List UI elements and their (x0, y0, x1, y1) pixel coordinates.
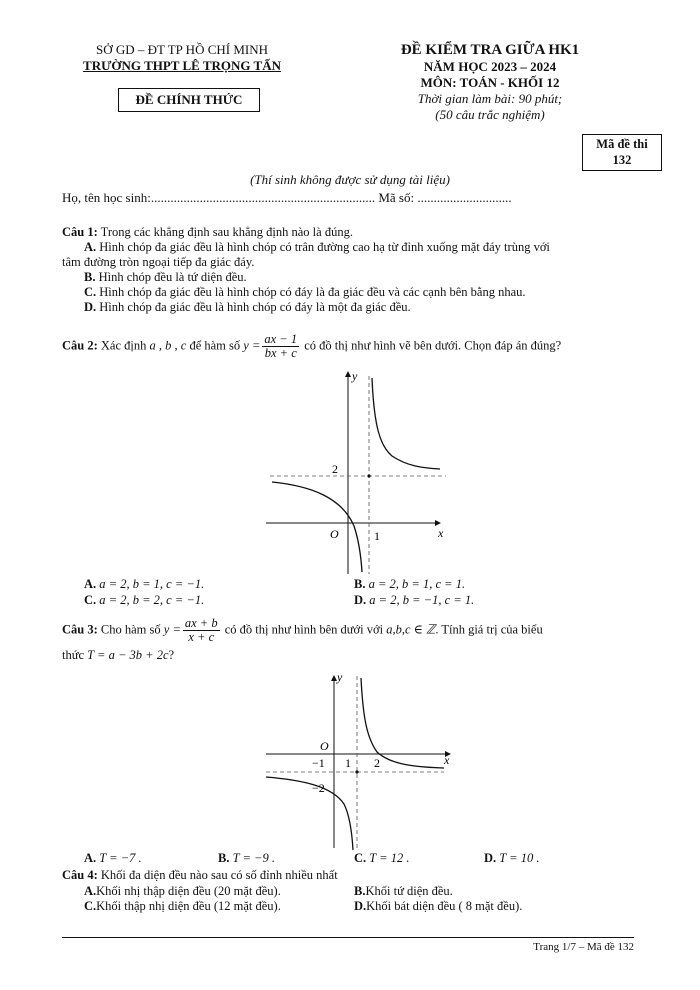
option-d[interactable]: D. Khối bát diện đều ( 8 mặt đều). (354, 899, 523, 913)
x-tick-label: 1 (374, 529, 380, 543)
option-a[interactable]: A. a = 2, b = 1, c = −1. (84, 577, 205, 591)
x-tick-neg-label: −1 (312, 756, 325, 770)
option-c[interactable]: C. Khối thập nhị diện đều (12 mặt đều). (84, 899, 281, 913)
x-axis-label: x (444, 753, 450, 767)
question-4-options (84, 884, 644, 916)
question-text: Khối đa diện đều nào sau có số đỉnh nhiều nhất (97, 868, 338, 882)
option-d[interactable]: D. T = 10 . (484, 851, 540, 865)
y-axis-label: y (337, 670, 343, 684)
x-axis-label: x (438, 526, 444, 540)
header-right (360, 42, 620, 123)
exam-code-value: 132 (612, 153, 632, 167)
duration: Thời gian làm bài: 90 phút; (417, 91, 563, 106)
intersection-point (355, 770, 358, 773)
y-axis-label: y (352, 369, 358, 383)
variables: a , b , c (149, 338, 187, 353)
question-1 (62, 225, 642, 315)
header-left (62, 42, 302, 74)
y-tick-label: 2 (332, 462, 338, 476)
question-3: Câu 3: Cho hàm số y = $\frac{ax + b}{x + c}$ có đồ thị như hình bên dưới với a,b,c ∈ ℤ. Tính giá trị của biểu thức T = a − 3b + 2c? (62, 616, 543, 662)
exam-code-box (582, 134, 662, 171)
question-label: Câu 4: (62, 868, 98, 882)
intersection-point (367, 474, 370, 477)
x-tick-2-label: 2 (374, 756, 380, 770)
function-fraction: $\frac{ax - 1}{bx + c}$ (264, 332, 298, 360)
expression: T = a − 3b + 2c (87, 648, 169, 662)
option-a[interactable]: A. Khối nhị thập diện đều (20 mặt đều). (84, 884, 281, 898)
question-label: Câu 3: (62, 622, 98, 637)
student-info-line: Họ, tên học sinh:..................................................................... Mã số: ............................. (62, 190, 512, 205)
option-b[interactable]: B. a = 2, b = 1, c = 1. (354, 577, 466, 591)
option-c[interactable]: C. Hình chóp đa giác đều là hình chóp có đáy là đa giác đều và các cạnh bên bằng nhau. (84, 285, 526, 299)
option-a[interactable]: A. Hình chóp đa giác đều là hình chóp có trân đường cao hạ từ đỉnh xuống mặt đáy trùng với (84, 240, 550, 254)
option-a-continued: tâm đường tròn ngoại tiếp đa giác đáy. (62, 255, 255, 269)
official-exam-box: ĐỀ CHÍNH THỨC (118, 88, 260, 112)
school-name: TRƯỜNG THPT LÊ TRỌNG TẤN (83, 58, 281, 73)
question-label: Câu 2: (62, 338, 98, 353)
option-d[interactable]: D. a = 2, b = −1, c = 1. (354, 593, 475, 607)
y-tick-label: −2 (312, 781, 325, 795)
origin-label: O (330, 527, 339, 541)
question-text: Trong các khẳng định sau khẳng định nào là đúng. (97, 225, 353, 239)
graph-question-2 (262, 366, 452, 578)
question-label: Câu 1: (62, 225, 98, 239)
curve-left-branch (266, 777, 353, 850)
option-b[interactable]: B. Hình chóp đều là tứ diện đều. (84, 270, 247, 284)
page-footer: Trang 1/7 – Mã đề 132 (533, 941, 634, 953)
question-2-options (84, 577, 644, 609)
option-a[interactable]: A. T = −7 . (84, 851, 142, 865)
option-b[interactable]: B. T = −9 . (218, 851, 275, 865)
graph-question-3 (262, 668, 458, 852)
exam-note: (Thí sinh không được sử dụng tài liệu) (250, 172, 450, 187)
question-4 (62, 868, 642, 883)
option-d[interactable]: D. Hình chóp đa giác đều là hình chóp có đáy là một đa giác đều. (84, 300, 411, 314)
question-3-options (84, 851, 644, 867)
question-count: (50 câu trắc nghiệm) (435, 107, 545, 122)
school-year: NĂM HỌC 2023 – 2024 (423, 59, 557, 74)
department-name: SỞ GD – ĐT TP HỒ CHÍ MINH (95, 42, 269, 57)
option-b[interactable]: B. Khối tứ diện đều. (354, 884, 453, 898)
exam-code-label: Mã đề thi (596, 137, 648, 151)
function-fraction: $\frac{ax + b}{x + c}$ (184, 616, 218, 644)
question-2: Câu 2: Xác định a , b , c để hàm số y = $\frac{ax - 1}{bx + c}$ có đồ thị như hình vẽ bên dưới. Chọn đáp án đúng? (62, 332, 562, 360)
x-tick-1-label: 1 (345, 756, 351, 770)
footer-divider (62, 937, 634, 938)
subject: MÔN: TOÁN - KHỐI 12 (420, 75, 560, 90)
integer-set: a,b,c ∈ ℤ (386, 622, 436, 637)
option-c[interactable]: C. T = 12 . (354, 851, 410, 865)
origin-label: O (320, 739, 329, 753)
curve-right-branch (372, 378, 440, 469)
exam-title: ĐỀ KIỂM TRA GIỮA HK1 (400, 42, 580, 58)
option-c[interactable]: C. a = 2, b = 2, c = −1. (84, 593, 205, 607)
